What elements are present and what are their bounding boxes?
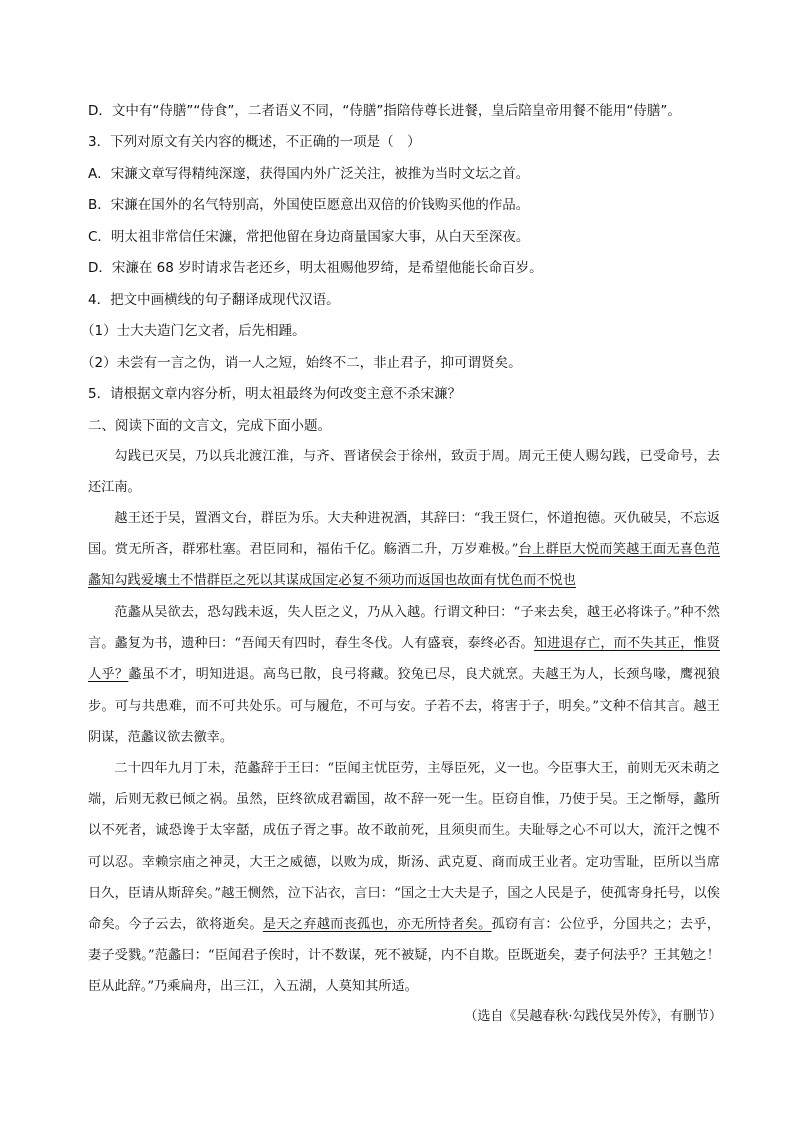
passage-source: （选自《吴越春秋·勾践伐吴外传》，有删节）: [464, 1009, 722, 1024]
q3-option-d: D．宋濂在 68 岁时请求告老还乡，明太祖赐他罗绮，是希望他能长命百岁。: [88, 260, 543, 276]
underlined-sentence: 台上群臣大悦而笑越王面无喜色范蠡知勾践爱壤土不惜群臣之死以其谋成国定必复不须功而返国也故面有忧色而不悦也: [88, 542, 721, 589]
q4-item-1: （1）士大夫造门乞文者，后先相踵。: [81, 323, 306, 339]
section-heading: 二、阅读下面的文言文，完成下面小题。: [88, 418, 331, 434]
passage-paragraph-1: [88, 441, 720, 503]
q2-option-d: D．文中有“侍膳”“侍食”，二者语义不同，“侍膳”指陪侍尊长进餐，皇后陪皇帝用餐不能用“侍膳”。: [88, 103, 681, 119]
passage-text: 越王还于吴，置酒文台，群臣为乐。大夫种进祝酒，其辞曰：“我王贤仁，怀道抱德。灭仇破吴，不忘返国。赏无所吝，群邪杜塞。君臣同和，福佑千亿。觞酒二升，万岁难极。”: [88, 511, 720, 558]
q3-option-a: A．宋濂文章写得精纯深邃，获得国内外广泛关注，被推为当时文坛之首。: [88, 166, 530, 182]
passage-text: 二十四年九月丁未，范蠡辞于王曰：“臣闻主忧臣劳，主辱臣死，义一也。今臣事大王，前则无灭未萌之端，后则无救已倾之祸。虽然，臣终欲成君霸国，故不辞一死一生。臣窃自惟，乃使于吴。王之惭辱，蠡所以不死者，诚恐谗于太宰嚭，成伍子胥之事。故不敢前死，且须臾而生。夫耻辱之心不可以大，流汗之愧不可以忍。幸赖宗庙之神灵，大王之威德，以败为成，斯汤、武克夏、商而成王业者。定功雪耻，臣所以当席日久，臣请从斯辞矣。”越王恻然，泣下沾衣，言曰：“国之士大夫是子，国之人民是子，使孤寄身托号，以俟命矣。今子云去，欲将逝矣。: [88, 761, 720, 933]
q3-stem: 3．下列对原文有关内容的概述，不正确的一项是（ ）: [88, 134, 421, 150]
passage-paragraph-4: [88, 753, 720, 1003]
passage-paragraph-3: [88, 597, 720, 753]
passage-text: 蠡虽不才，明知进退。高鸟已散，良弓将藏。狡兔已尽，良犬就烹。夫越王为人，长颈鸟喙，鹰视狼步。可与共患难，而不可共处乐。可与履危，不可与安。子若不去，将害于子，明矣。”文种不信其言。越王阴谋，范蠡议欲去徼幸。: [88, 667, 720, 745]
passage-text: 勾践已灭吴，乃以兵北渡江淮，与齐、晋诸侯会于徐州，致贡于周。周元王使人赐勾践，已受命号，去还江南。: [88, 449, 720, 496]
q5-stem: 5．请根据文章内容分析，明太祖最终为何改变主意不杀宋濂？: [88, 386, 462, 402]
passage-text: 孤窃有言：公位乎，分国共之；去乎，妻子受戮。”范蠡曰：“臣闻君子俟时，计不数谋，死不被疑，内不自欺。臣既逝矣，妻子何法乎？王其勉之！臣从此辞。”乃乘扁舟，出三江，入五湖，人莫知其所适。: [88, 917, 721, 995]
q3-option-c: C．明太祖非常信任宋濂，常把他留在身边商量国家大事，从白天至深夜。: [88, 229, 530, 245]
q4-item-2: （2）未尝有一言之伪，诮一人之短，始终不二，非止君子，抑可谓贤矣。: [81, 355, 522, 371]
underlined-sentence: 是天之弃越而丧孤也，亦无所恃者矣。: [262, 917, 492, 933]
passage-text: 范蠡从吴欲去，恐勾践未返，失人臣之义，乃从入越。行谓文种曰：“子来去矣，越王必将诛子。”种不然言。蠡复为书，遗种曰：“吾闻天有四时，春生冬伐。人有盛衰，泰终必否。: [88, 605, 720, 652]
passage-paragraph-2: [88, 503, 720, 597]
q3-option-b: B．宋濂在国外的名气特别高，外国使臣愿意出双倍的价钱购买他的作品。: [88, 197, 530, 213]
underlined-sentence: 知进退存亡，而不失其正，惟贤人乎？: [88, 636, 720, 683]
q4-stem: 4．把文中画横线的句子翻译成现代汉语。: [88, 292, 340, 308]
